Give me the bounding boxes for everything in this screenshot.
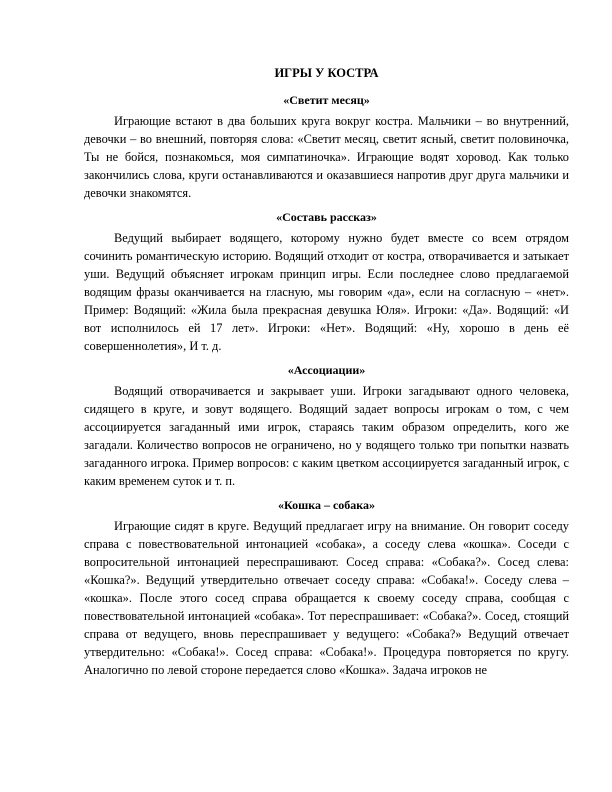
document-page bbox=[84, 66, 569, 687]
document-title: ИГРЫ У КОСТРА bbox=[274, 66, 379, 80]
section-sostav-rasskaz bbox=[84, 210, 569, 355]
section-assotsiatsii bbox=[84, 363, 569, 490]
section-paragraph: Ведущий выбирает водящего, которому нужно будет вместе со всем отрядом сочинить романтическую историю. Водящий отходит от костра, отворачивается и затыкает уши. Ведущий объясняет игрокам принцип игры. Если последнее слово предлагаемой водящим фразы оканчивается на гласную, мы говорим «да», если на согласную – «нет». Пример: Водящий: «Жила была прекрасная девушка Юля». Игроки: «Да». Водящий: «И вот исполнилось ей 17 лет». Игроки: «Нет». Водящий: «Ну, хорошо в день её совершеннолетия», И т. д. bbox=[84, 231, 569, 353]
section-paragraph: Играющие сидят в круге. Ведущий предлагает игру на внимание. Он говорит соседу справа с повествовательной интонацией «собака», а соседу слева «кошка». Соседи с вопросительной интонацией переспрашивают. Сосед справа: «Собака?». Сосед слева: «Кошка?». Ведущий утвердительно отвечает соседу справа: «Собака!». Соседу слева – «кошка». После этого сосед справа обращается к своему соседу справа, сообщая с повествовательной интонацией «собака». Тот переспрашивает: «Собака?». Сосед, стоящий справа от ведущего, вновь переспрашивает у ведущего: «Собака?» Ведущий отвечает утвердительно: «Собака!». Сосед справа: «Собака!». Процедура повторяется по кругу. Аналогично по левой стороне передается слово «Кошка». Задача игроков не bbox=[84, 519, 569, 677]
section-title: «Ассоциации» bbox=[287, 363, 366, 377]
section-paragraph: Водящий отворачивается и закрывает уши. Игроки загадывают одного человека, сидящего в круге, и зовут водящего. Водящий задает вопросы игрокам о том, с чем ассоциируется загаданный ими игрок, стараясь таким образом определить, кого же загадали. Количество вопросов не ограничено, но у водящего только три попытки назвать загаданного игрока. Пример вопросов: с каким цветком ассоциируется загаданный игрок, с каким временем суток и т. п. bbox=[84, 384, 569, 488]
section-svetit-mesyats bbox=[84, 93, 569, 202]
section-title: «Светит месяц» bbox=[283, 93, 370, 107]
section-title: «Составь рассказ» bbox=[276, 210, 377, 224]
section-title: «Кошка – собака» bbox=[277, 498, 376, 512]
section-koshka-sobaka bbox=[84, 498, 569, 679]
section-paragraph: Играющие встают в два больших круга вокруг костра. Мальчики – во внутренний, девочки – во внешний, повторяя слова: «Светит месяц, светит ясный, светит половиночка, Ты не бойся, познакомься, моя симпатиночка». Играющие водят хоровод. Как только закончились слова, круги останавливаются и оказавшиеся напротив друг друга мальчики и девочки знакомятся. bbox=[84, 114, 569, 200]
